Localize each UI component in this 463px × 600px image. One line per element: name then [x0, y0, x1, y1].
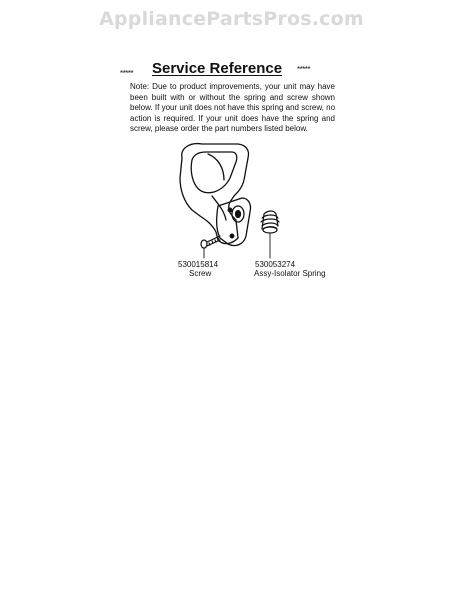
spring-part-number: 530053274 — [255, 260, 296, 269]
watermark-logo: AppliancePartsPros.com — [99, 8, 364, 30]
service-note: Note: Due to product improvements, your unit may have been built with or without the spring and screw shown below. If your unit does not have this spring and screw, no action is required. If your unit does have the spring and screw, please order the part numbers listed below. — [130, 82, 336, 133]
handle-flange — [208, 154, 224, 180]
isolator-spring-drawing — [261, 211, 279, 233]
stars-left: ***** — [120, 69, 134, 78]
spring-part-name: Assy-Isolator Spring — [254, 269, 326, 278]
handle-outline — [180, 144, 249, 244]
page-title: Service Reference — [152, 60, 283, 77]
stars-right: ***** — [297, 65, 311, 74]
handle-diagram — [172, 140, 292, 260]
screw-part-name: Screw — [189, 269, 212, 278]
screw-part-number: 530015814 — [178, 260, 219, 269]
service-reference-header — [120, 60, 340, 80]
screw-drawing — [201, 236, 220, 248]
mount-plate — [217, 198, 251, 246]
